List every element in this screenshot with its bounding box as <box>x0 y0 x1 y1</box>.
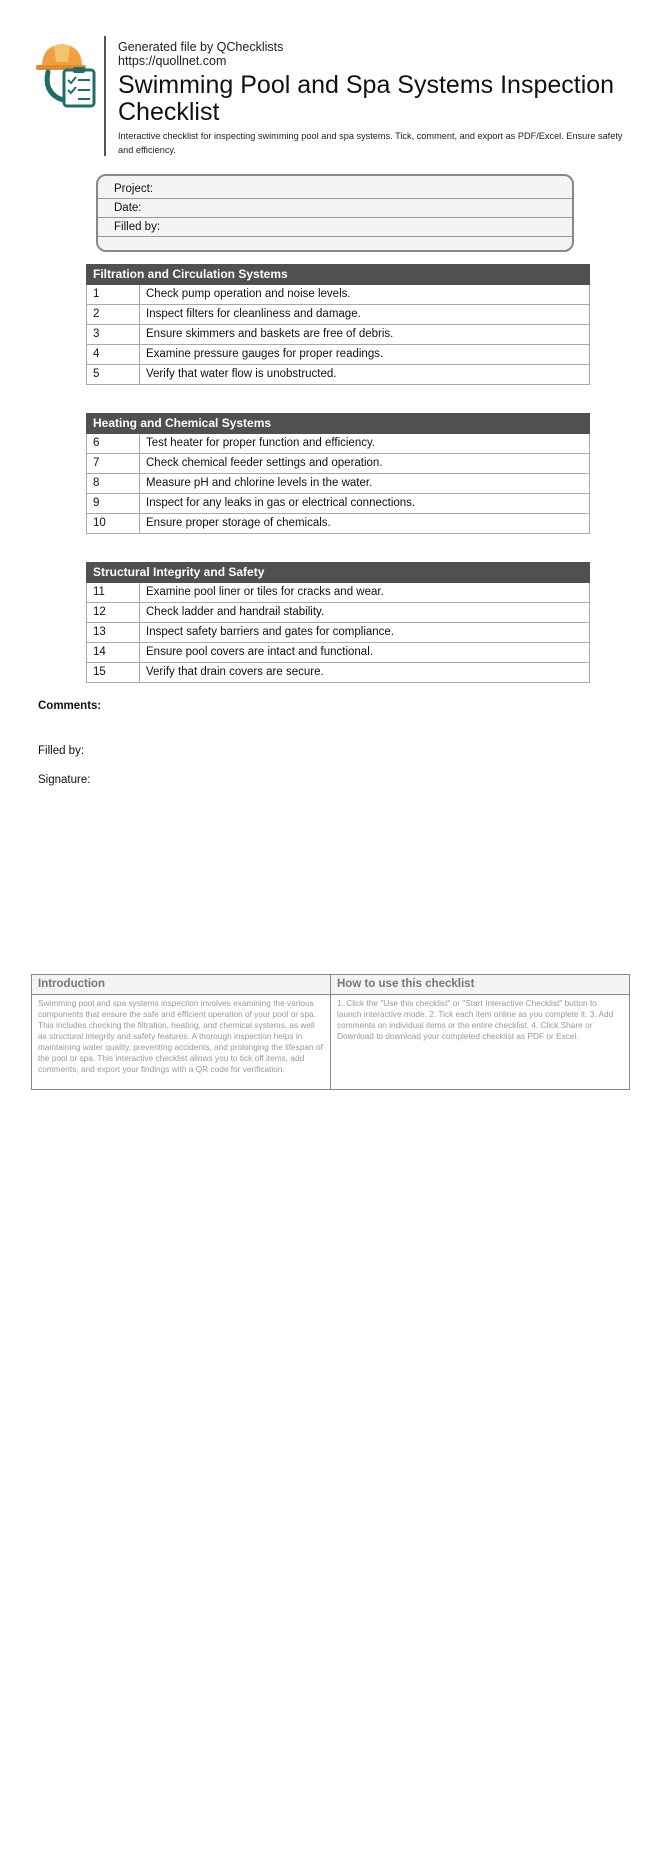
item-number: 10 <box>87 514 140 533</box>
introduction-title: Introduction <box>32 975 330 995</box>
intro-table <box>31 974 630 1090</box>
page-title: Swimming Pool and Spa Systems Inspection Checklist <box>118 71 615 126</box>
filled-by-field[interactable]: Filled by: <box>98 218 572 237</box>
item-text: Verify that drain covers are secure. <box>146 666 324 678</box>
item-text: Inspect filters for cleanliness and damage. <box>146 308 361 320</box>
item-number: 6 <box>87 434 140 453</box>
checklist-item[interactable] <box>86 474 590 494</box>
item-text: Check ladder and handrail stability. <box>146 606 325 618</box>
item-text: Inspect for any leaks in gas or electrical connections. <box>146 497 416 509</box>
checklist-item[interactable] <box>86 603 590 623</box>
item-number: 3 <box>87 325 140 344</box>
source-link[interactable]: https://quollnet.com <box>118 54 227 68</box>
item-text: Check chemical feeder settings and operation. <box>146 457 383 469</box>
item-number: 2 <box>87 305 140 324</box>
comments-label: Comments: <box>38 700 102 712</box>
checklist-item[interactable] <box>86 454 590 474</box>
checklist-item[interactable] <box>86 305 590 325</box>
checklist-item[interactable] <box>86 434 590 454</box>
how-to-title: How to use this checklist <box>331 975 629 995</box>
checklist-item[interactable] <box>86 623 590 643</box>
generated-by-text: Generated file by QChecklists <box>118 40 284 54</box>
date-field[interactable]: Date: <box>98 199 572 218</box>
section-structural <box>86 562 590 683</box>
checklist-item[interactable] <box>86 514 590 534</box>
qchecklists-logo-icon <box>34 40 102 112</box>
page-description: Interactive checklist for inspecting swimming pool and spa systems. Tick, comment, and export as PDF/Excel. Ensure safety and efficiency. <box>118 131 623 155</box>
item-text: Measure pH and chlorine levels in the water. <box>146 477 373 489</box>
section-heating <box>86 413 590 534</box>
section-filtration <box>86 264 590 385</box>
section-title: Filtration and Circulation Systems <box>86 264 590 285</box>
section-title: Heating and Chemical Systems <box>86 413 590 434</box>
item-number: 5 <box>87 365 140 384</box>
item-number: 1 <box>87 285 140 304</box>
header-text <box>118 40 633 157</box>
introduction-text: Swimming pool and spa systems inspection involves examining the various components that ensure the safe and efficient operation of your pool or spa. This includes checking the filtration, heating, and chemical systems, as well as structural integrity and safety features. A thorough inspection helps in maintaining water quality, preventing accidents, and prolonging the lifespan of the pool or spa. This interactive checklist allows you to tick off items, add comments, and export your findings with a QR code for verification. <box>38 998 323 1074</box>
checklist-item[interactable] <box>86 663 590 683</box>
checklist-item[interactable] <box>86 583 590 603</box>
item-text: Ensure pool covers are intact and functional. <box>146 646 373 658</box>
project-field[interactable]: Project: <box>98 180 572 199</box>
item-number: 15 <box>87 663 140 682</box>
page-header <box>30 36 635 156</box>
item-number: 11 <box>87 583 140 602</box>
item-text: Verify that water flow is unobstructed. <box>146 368 337 380</box>
item-number: 13 <box>87 623 140 642</box>
item-text: Ensure proper storage of chemicals. <box>146 517 331 529</box>
checklist-item[interactable] <box>86 643 590 663</box>
item-number: 9 <box>87 494 140 513</box>
section-title: Structural Integrity and Safety <box>86 562 590 583</box>
item-text: Inspect safety barriers and gates for compliance. <box>146 626 395 638</box>
how-to-column <box>330 975 629 1089</box>
project-info-box <box>96 174 574 252</box>
item-text: Test heater for proper function and efficiency. <box>146 437 376 449</box>
checklist-item[interactable] <box>86 365 590 385</box>
checklist-item[interactable] <box>86 345 590 365</box>
item-text: Check pump operation and noise levels. <box>146 288 351 300</box>
item-number: 8 <box>87 474 140 493</box>
signature-label: Signature: <box>38 774 91 786</box>
checklist-item[interactable] <box>86 494 590 514</box>
how-to-text: 1. Click the "Use this checklist" or "Start Interactive Checklist" button to launch interactive mode. 2. Tick each item online as you complete it. 3. Add comments on individual items or the entire checklist. 4. Click Share or Download to download your completed checklist as PDF or Excel. <box>337 998 614 1041</box>
item-number: 7 <box>87 454 140 473</box>
checklist-item[interactable] <box>86 285 590 305</box>
item-number: 14 <box>87 643 140 662</box>
checklist-item[interactable] <box>86 325 590 345</box>
item-text: Examine pool liner or tiles for cracks and wear. <box>146 586 384 598</box>
introduction-column <box>32 975 330 1089</box>
filled-by-label: Filled by: <box>38 745 85 757</box>
item-number: 12 <box>87 603 140 622</box>
item-text: Examine pressure gauges for proper readings. <box>146 348 384 360</box>
item-text: Ensure skimmers and baskets are free of debris. <box>146 328 394 340</box>
header-divider <box>104 36 106 156</box>
item-number: 4 <box>87 345 140 364</box>
